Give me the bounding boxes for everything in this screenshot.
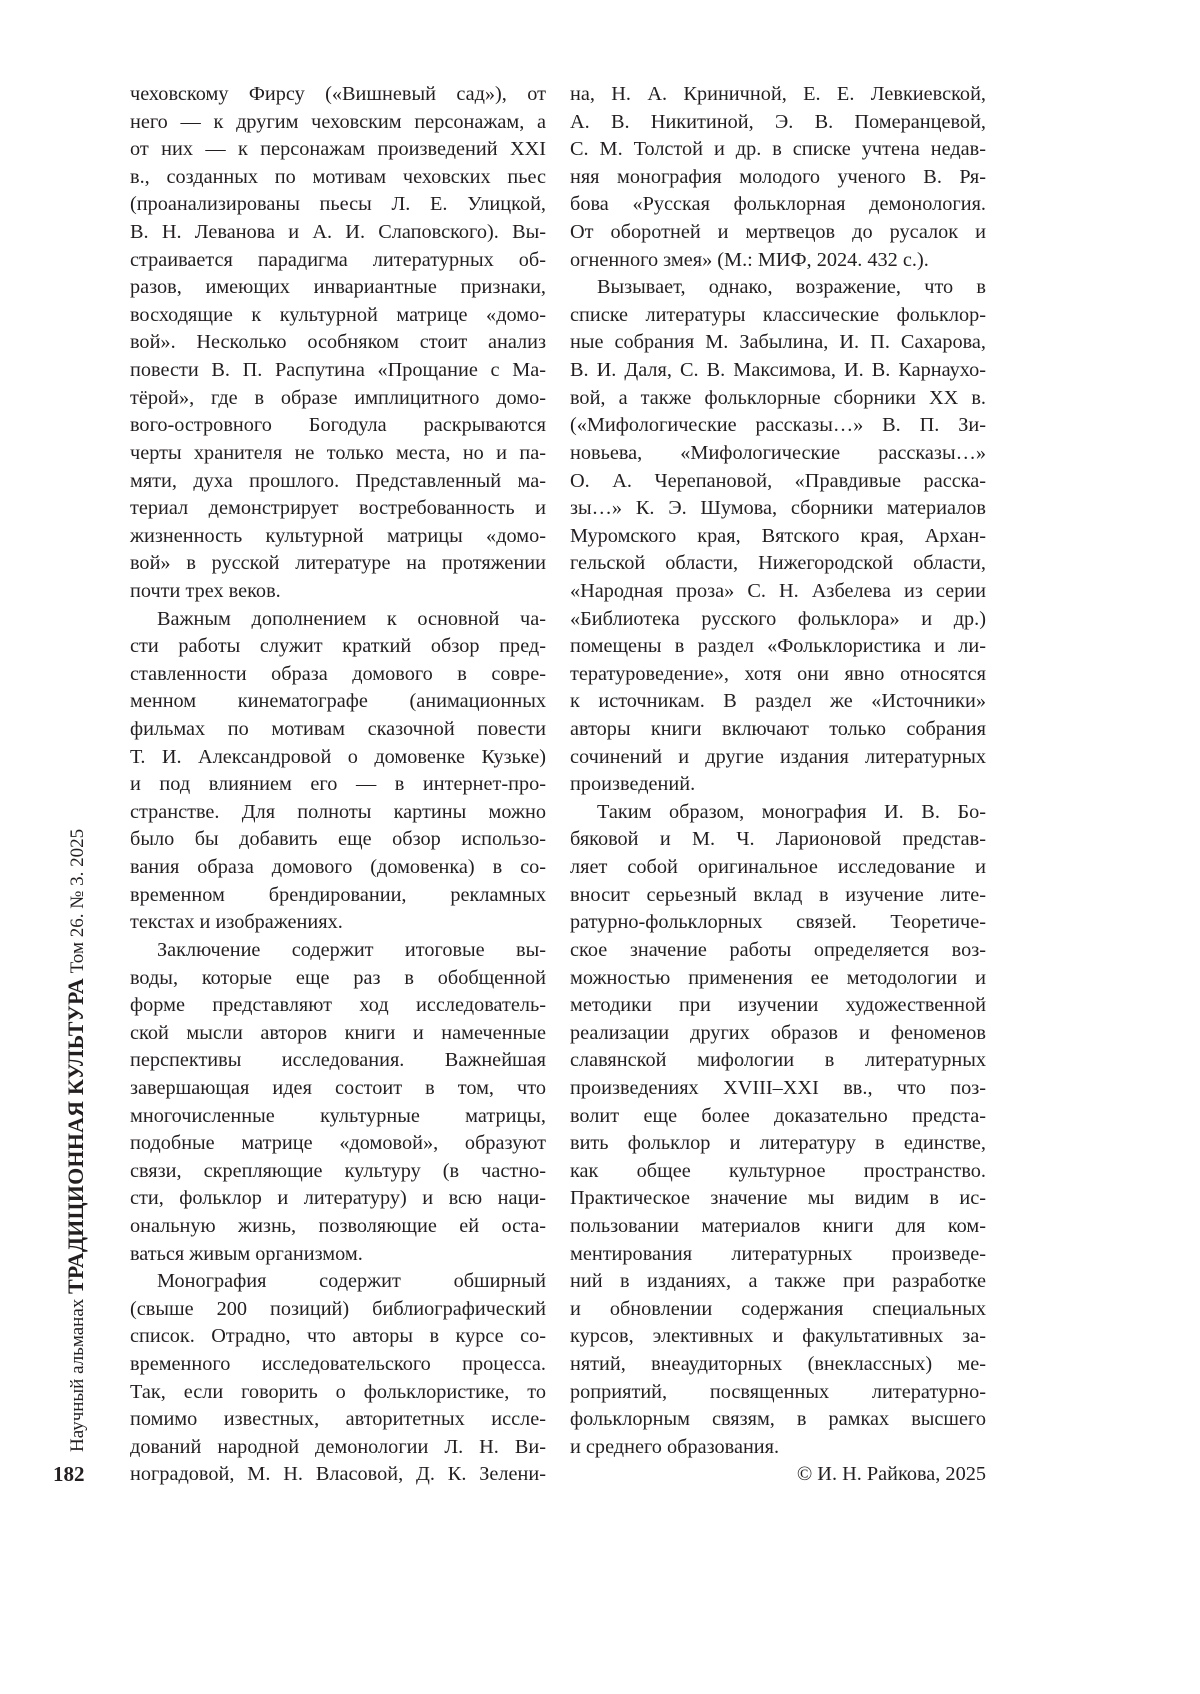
text-line: В. Н. Леванова и А. И. Слаповского). Вы- [130,221,546,244]
text-line: курсов, элективных и факультативных за- [570,1325,986,1348]
text-line: было бы добавить еще обзор использо- [130,828,546,851]
text-line: форме представляют ход исследователь- [130,994,546,1017]
paragraph [130,1268,546,1489]
text-line: как общее культурное пространство. [570,1159,986,1182]
page-number: 182 [53,1462,85,1486]
text-line: воды, которые еще раз в обобщенной [130,966,546,989]
text-line: волит еще более доказательно предста- [570,1104,986,1127]
text-line: многочисленные культурные матрицы, [130,1104,546,1127]
text-line: можностью применения ее методологии и [570,966,986,989]
text-line: пользовании материалов книги для ком- [570,1214,986,1237]
text-line: гельской области, Нижегородской области, [570,552,986,575]
journal-title: ТРАДИЦИОННАЯ КУЛЬТУРА [63,978,88,1294]
text-line: Практическое значение мы видим в ис- [570,1187,986,1210]
text-line: жизненность культурной матрицы «домо- [130,524,546,547]
text-line: реализации других образов и феноменов [570,1021,986,1044]
text-line: Монография содержит обширный [157,1270,546,1293]
text-line: бова «Русская фольклорная демонология. [570,193,986,216]
right-column [570,81,986,1489]
paragraph [570,81,986,274]
text-line: вой, а также фольклорные сборники XX в. [570,386,986,409]
text-line: От оборотней и мертвецов до русалок и [570,221,986,244]
text-line: ское значение работы определяется воз- [570,938,986,961]
text-line: ставленности образа домового в совре- [130,662,546,685]
text-line: вить фольклор и литературу в единстве, [570,1132,986,1155]
text-line: роприятий, посвященных литературно- [570,1380,986,1403]
text-line: новьева, «Мифологические рассказы…» [570,441,986,464]
issue-info: Том 26. № 3. 2025 [67,828,88,974]
paragraph [130,937,546,1268]
text-line: няя монография молодого ученого В. Ря- [570,165,986,188]
copyright-signature: © И. Н. Райкова, 2025 [796,1463,986,1486]
text-line: «Библиотека русского фольклора» и др.) [570,607,986,630]
text-line: подобные матрице «домовой», образуют [130,1132,546,1155]
paragraph [570,274,986,799]
text-line: и среднего образования. [570,1435,780,1458]
text-line: на, Н. А. Криничной, Е. Е. Левкиевской, [570,83,986,105]
text-line: А. В. Никитиной, Э. В. Померанцевой, [570,110,986,133]
text-line: В. И. Даля, С. В. Максимова, И. В. Карнаухо- [570,359,986,382]
text-line: произведениях XVIII–XXI вв., что поз- [570,1076,986,1099]
text-line: тёрой», где в образе имплицитного домо- [130,386,546,409]
text-line: разов, имеющих инвариантные признаки, [130,276,546,299]
text-line: Так, если говорить о фольклористике, то [130,1380,546,1403]
text-line: («Мифологические рассказы…» В. П. Зи- [570,414,986,437]
text-line: Важным дополнением к основной ча- [157,607,546,630]
text-line: ные собрания М. Забылина, И. П. Сахарова, [570,331,986,354]
text-line: черты хранителя не только места, но и па- [130,441,546,464]
text-line: ской мысли авторов книги и намеченные [130,1021,546,1044]
text-line: огненного змея» (М.: МИФ, 2024. 432 с.). [570,248,929,271]
left-column [130,81,546,1489]
text-line: Таким образом, монография И. В. Бо- [597,800,986,823]
paragraph [130,81,546,606]
text-line: зы…» К. Э. Шумова, сборники материалов [570,497,986,520]
text-line: к источникам. В раздел же «Источники» [570,690,986,713]
text-line: временном брендировании, рекламных [130,883,546,906]
text-line: дований народной демонологии Л. Н. Ви- [130,1435,546,1458]
text-line: Муромского края, Вятского края, Архан- [570,524,986,547]
text-line: перспективы исследования. Важнейшая [130,1049,546,1072]
text-line: сти работы служит краткий обзор пред- [130,635,546,658]
text-line: сти, фольклор и литературу) и всю нaци- [130,1187,546,1210]
text-line: страивается парадигма литературных об- [130,248,546,271]
text-line: восходящие к культурной матрице «домо- [130,303,546,326]
text-line: Заключение содержит итоговые вы- [157,938,546,961]
text-line: связи, скрепляющие культуру (в частно- [130,1159,546,1182]
text-line: Вызывает, однако, возражение, что в [597,276,986,299]
text-line: ментирования литературных произведе- [570,1242,986,1265]
paragraph [130,606,546,937]
text-line: вого-островного Богодула раскрываются [130,414,546,437]
text-line: почти трех веков. [130,579,281,602]
text-line: вания образа домового (домовенка) в со- [130,856,546,879]
text-line: ляет собой оригинальное исследование и [570,856,986,879]
text-line: сочинений и другие издания литературных [570,745,986,768]
text-line: помещены в раздел «Фольклористика и ли- [570,635,986,658]
text-line: и обновлении содержания специальных [570,1297,986,1320]
text-line: странстве. Для полноты картины можно [130,800,546,823]
text-line: тературоведение», хотя они явно относятся [570,662,986,685]
text-line: мяти, духа прошлого. Представленный ма- [130,469,546,492]
text-line: помимо известных, авторитетных иссле- [130,1408,546,1431]
text-line: славянской мифологии в литературных [570,1049,986,1072]
text-line: Т. И. Александровой о домовенке Кузьке) [130,745,546,768]
text-line: текстах и изображениях. [130,911,343,934]
text-line: фильмах по мотивам сказочной повести [130,718,546,741]
text-line: вносит серьезный вклад в изучение лите- [570,883,986,906]
almanac-prefix: Научный альманах [67,1298,88,1452]
text-line: (свыше 200 позиций) библиографический [130,1297,546,1320]
text-line: повести В. П. Распутина «Прощание с Ма- [130,359,546,382]
text-line: списке литературы классические фольклор- [570,303,986,326]
text-line: в., созданных по мотивам чеховских пьес [130,165,546,188]
text-line: вой». Несколько особняком стоит анализ [130,331,546,354]
text-line: чеховскому Фирсу («Вишневый сад»), от [130,83,546,105]
text-line: произведений. [570,773,696,796]
text-line: и под влиянием его — в интернет-про- [130,773,546,796]
text-line: териал демонстрирует востребованность и [130,497,546,520]
text-line: ратурно-фольклорных связей. Теоретиче- [570,911,986,934]
text-line: авторы книги включают только собрания [570,718,986,741]
text-line: фольклорным связям, в рамках высшего [570,1408,986,1431]
paragraph [570,799,986,1462]
text-line: О. А. Черепановой, «Правдивые расска- [570,469,986,492]
text-line: С. М. Толстой и др. в списке учтена недав- [570,138,986,161]
text-line: ваться живым организмом. [130,1242,363,1265]
text-line: от них — к персонажам произведений XXI [130,138,546,161]
text-line: него — к другим чеховским персонажам, а [130,110,546,133]
text-line: список. Отрадно, что авторы в курсе со- [130,1325,546,1348]
text-line: вой» в русской литературе на протяжении [130,552,546,575]
text-line: «Народная проза» С. Н. Азбелева из серии [570,579,986,602]
text-line: ональную жизнь, позволяющие ей оста- [130,1214,546,1237]
text-line: методики при изучении художественной [570,994,986,1017]
text-line: (проанализированы пьесы Л. Е. Улицкой, [130,193,546,216]
text-line: бяковой и М. Ч. Ларионовой представ- [570,828,986,851]
text-line: ний в изданиях, а также при разработке [570,1270,986,1293]
text-line: ноградовой, М. Н. Власовой, Д. К. Зелени- [130,1463,546,1486]
text-line: менном кинематографе (анимационных [130,690,546,713]
running-head [58,829,96,1452]
text-line: нятий, внеаудиторных (внеклассных) ме- [570,1353,986,1376]
text-line: завершающая идея состоит в том, что [130,1076,546,1099]
text-line: временного исследовательского процесса. [130,1353,546,1376]
